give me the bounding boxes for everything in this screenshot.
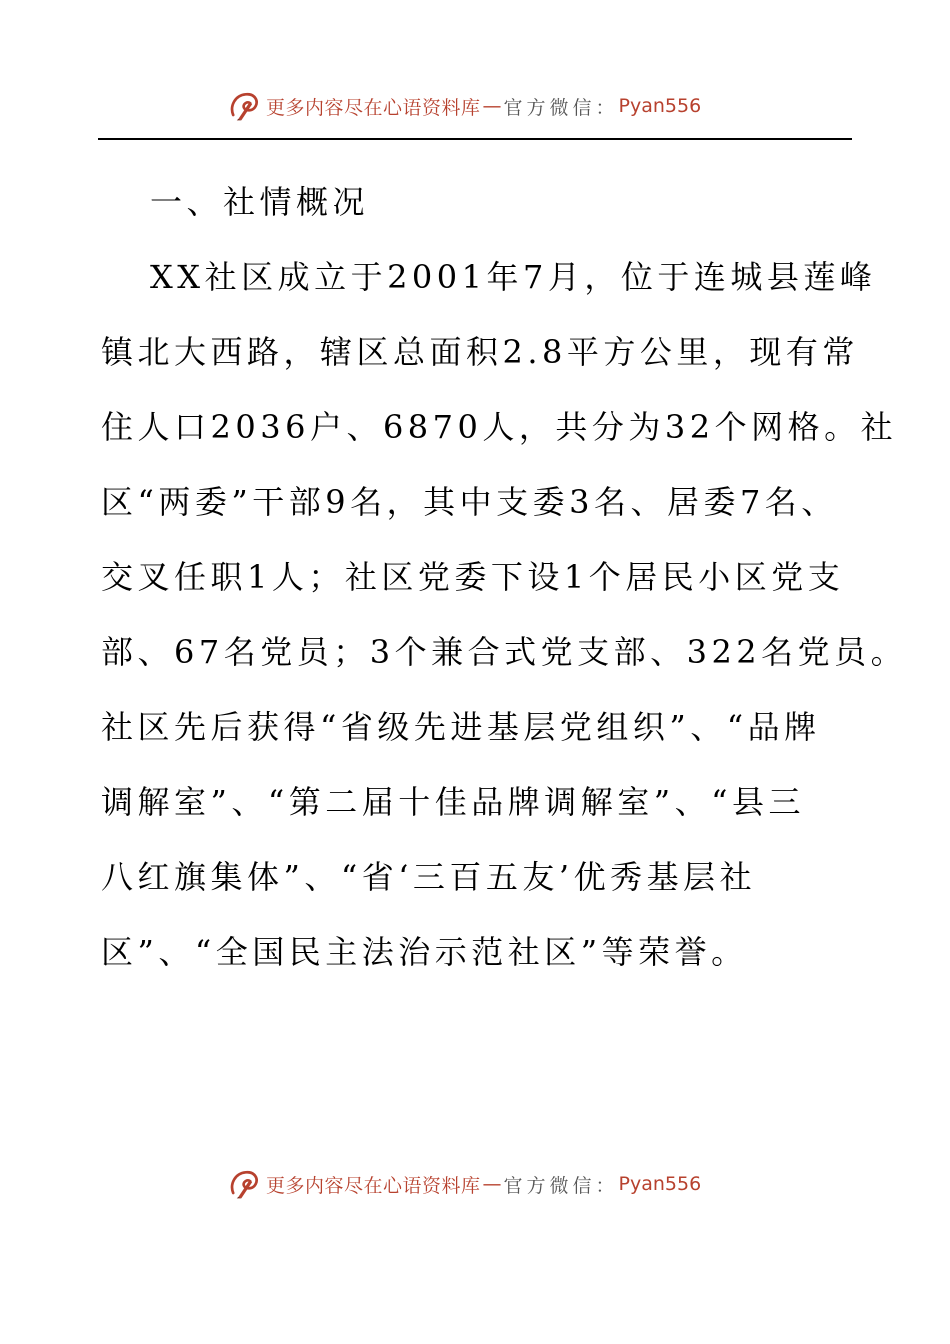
watermark-wechat-label: 官方微信： bbox=[503, 1174, 619, 1197]
paragraph-line: 八红旗集体”、“省‘三百五友’优秀基层社 bbox=[101, 858, 757, 896]
header-watermark bbox=[226, 86, 701, 126]
watermark-wechat-label: 官方微信： bbox=[503, 96, 619, 119]
pen-swirl-logo-icon bbox=[226, 1166, 262, 1202]
section-paragraph bbox=[101, 240, 908, 990]
watermark-wechat-id: Pyan556 bbox=[618, 1173, 702, 1195]
paragraph-line: 交叉任职1人；社区党委下设1个居民小区党支 bbox=[101, 558, 845, 596]
paragraph-line: 部、67名党员；3个兼合式党支部、322名党员。 bbox=[101, 633, 908, 671]
paragraph-line: 镇北大西路，辖区总面积2.8平方公里，现有常 bbox=[101, 333, 859, 371]
paragraph-line: 住人口2036户、6870人，共分为32个网格。社 bbox=[101, 408, 898, 446]
section-heading: 一、社情概况 bbox=[150, 183, 370, 221]
footer-watermark bbox=[226, 1164, 701, 1204]
watermark-dash: — bbox=[482, 95, 502, 117]
watermark-wechat-id: Pyan556 bbox=[618, 95, 702, 117]
paragraph-line: 区“两委”干部9名，其中支委3名、居委7名、 bbox=[101, 483, 838, 521]
paragraph-line: 社区先后获得“省级先进基层党组织”、“品牌 bbox=[101, 708, 821, 746]
paragraph-line: 调解室”、“第二届十佳品牌调解室”、“县三 bbox=[101, 783, 805, 821]
pen-swirl-logo-icon bbox=[226, 88, 262, 124]
watermark-site-text: 更多内容尽在心语资料库 bbox=[266, 96, 481, 119]
watermark-dash: — bbox=[482, 1173, 502, 1195]
paragraph-line: 区”、“全国民主法治示范社区”等荣誉。 bbox=[101, 933, 748, 971]
watermark-site-text: 更多内容尽在心语资料库 bbox=[266, 1174, 481, 1197]
header-divider bbox=[98, 138, 852, 140]
paragraph-line: XX社区成立于2001年7月，位于连城县莲峰 bbox=[150, 258, 877, 296]
